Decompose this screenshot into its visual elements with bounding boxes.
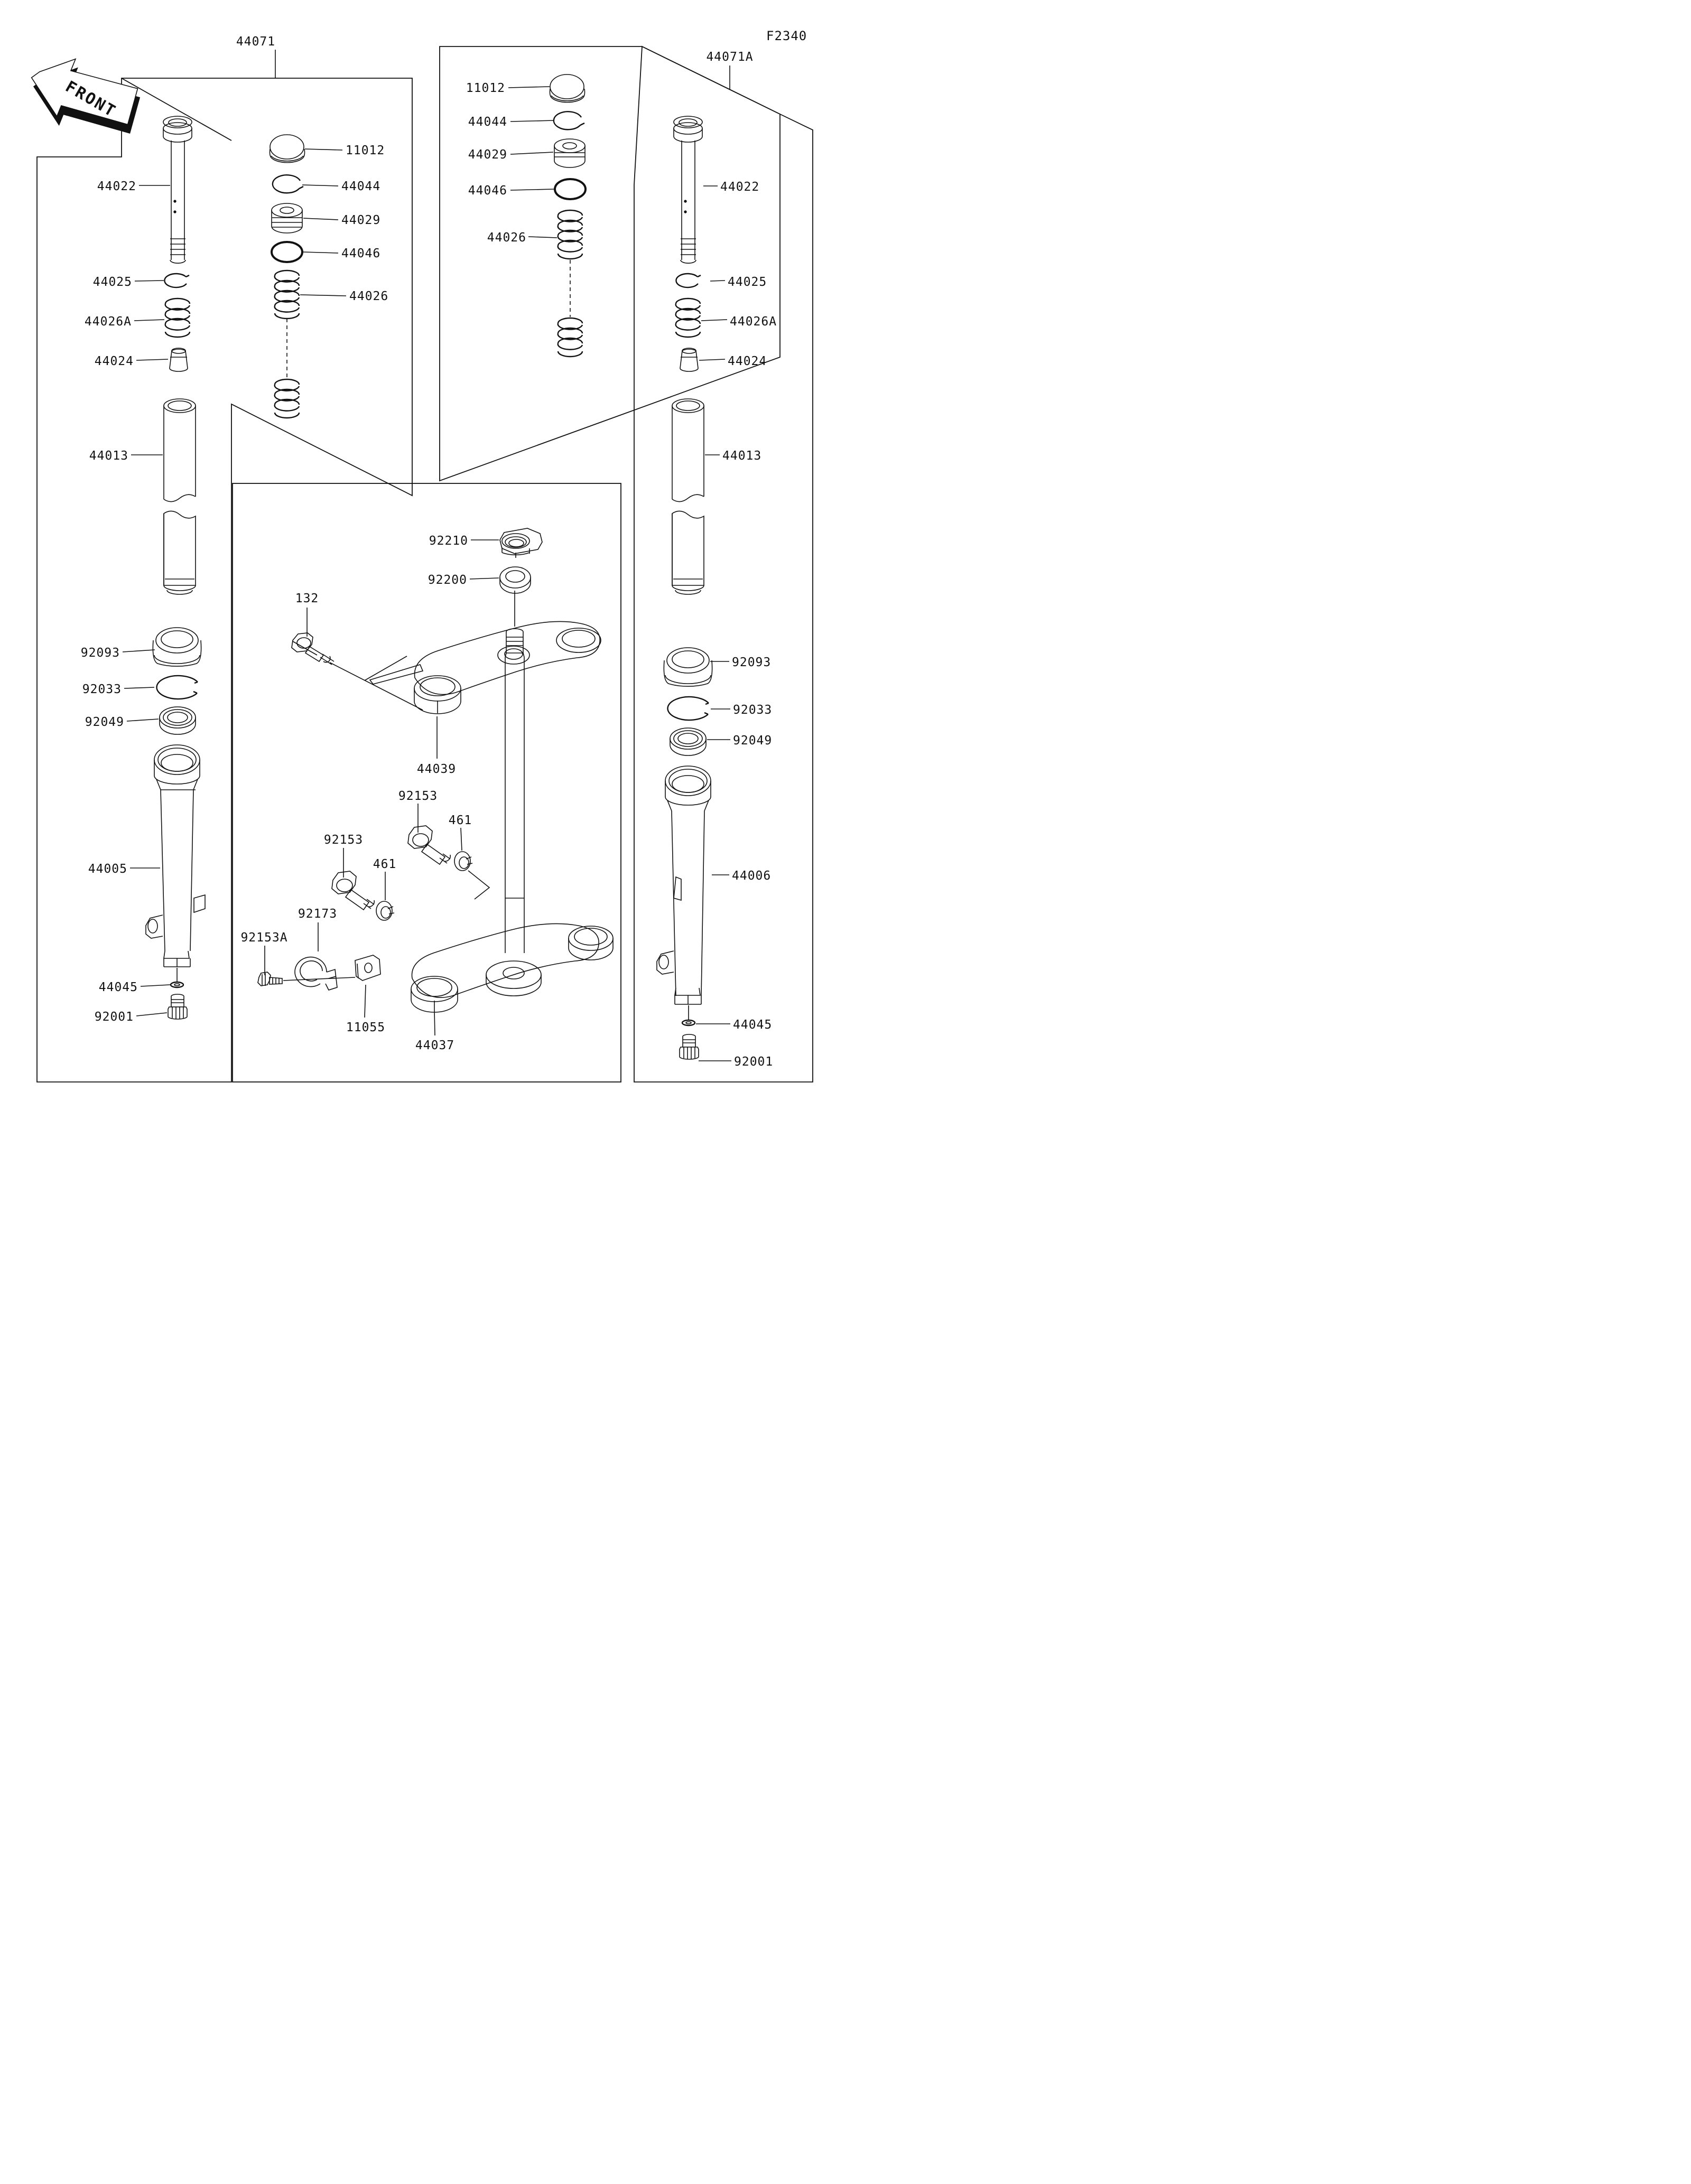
- callout: 92153: [398, 789, 438, 803]
- stem-nut-92210: [500, 528, 542, 558]
- left-cylinder-44013: [164, 399, 196, 594]
- stem-washer-92200: [500, 567, 531, 593]
- left-oil-seal-92049: [160, 707, 196, 734]
- callout: 92001: [94, 1010, 134, 1024]
- front-arrow: [19, 46, 148, 151]
- callout: 44029: [468, 148, 507, 162]
- callout: 92093: [732, 656, 772, 669]
- callout: 132: [295, 592, 319, 605]
- callout: 92210: [429, 534, 468, 548]
- callout: 44022: [720, 180, 760, 194]
- callout: 44044: [341, 180, 381, 193]
- clamp-bolt-92153-lower: [332, 871, 374, 910]
- leader-lines: [123, 50, 731, 1061]
- left-spring-44026A: [165, 298, 190, 337]
- callout: 44025: [728, 275, 767, 289]
- right-drain-bolt-92001: [680, 1034, 699, 1059]
- callout: 92033: [733, 703, 773, 717]
- callout: 92001: [734, 1055, 774, 1069]
- left-gasket-44045: [171, 968, 183, 987]
- callout: 92049: [85, 715, 124, 729]
- callout: 44039: [416, 762, 457, 776]
- callout: 44026: [349, 290, 389, 303]
- callout: 44026A: [84, 315, 132, 329]
- callout: 92153: [323, 833, 364, 847]
- left-inset-spring-44026: [275, 270, 299, 418]
- right-cylinder-44013: [672, 399, 704, 594]
- right-inner-tube-44022: [674, 116, 702, 263]
- left-inset-piston-44029: [272, 203, 302, 233]
- callout: 44045: [98, 981, 138, 994]
- right-bushing-44024: [680, 348, 698, 371]
- callout: 44046: [468, 184, 507, 198]
- page-code: F2340: [766, 29, 807, 43]
- stem-bolt-92153-upper: [408, 826, 450, 864]
- callout: 461: [373, 857, 397, 871]
- right-inset-plug-11012: [550, 74, 585, 102]
- callout: 44026A: [730, 315, 777, 329]
- callout: 44024: [728, 354, 767, 368]
- left-retaining-ring-92033: [156, 676, 198, 699]
- callout: 461: [448, 814, 472, 827]
- callout: 92173: [298, 907, 338, 921]
- callout: 44026: [487, 231, 526, 245]
- bracket-11055: [355, 955, 380, 981]
- right-inset-spring-44026: [558, 210, 582, 357]
- callout: 92049: [733, 734, 773, 748]
- callout: 92093: [80, 646, 120, 660]
- right-circlip-44025: [676, 274, 701, 287]
- callout: 44006: [732, 869, 772, 883]
- callout: 44013: [722, 449, 762, 463]
- left-inner-tube-44022: [163, 116, 192, 263]
- right-inset-oring-44046: [555, 179, 586, 199]
- callout: 44045: [733, 1018, 773, 1032]
- left-box-corner-slant: [122, 78, 231, 141]
- callout: 44005: [88, 862, 127, 876]
- parts-diagram-page: [0, 0, 846, 1092]
- callout: 44029: [341, 213, 381, 227]
- center-box: [233, 483, 621, 1082]
- callout: 44022: [97, 180, 136, 193]
- callout: 44025: [92, 275, 132, 289]
- right-main-box: [634, 46, 813, 1082]
- callout: 92153A: [240, 931, 288, 945]
- front-arrow-label: FRONT: [62, 77, 120, 122]
- fork-parts-diagram: [0, 0, 846, 1092]
- clamp-bolt-132: [292, 633, 334, 665]
- right-dust-cup-92093: [664, 648, 712, 686]
- left-inset-oring-44044: [273, 175, 303, 193]
- upper-triple-clamp-44039: [370, 621, 601, 714]
- lower-triple-clamp-44037: [411, 923, 613, 1012]
- right-inset-piston-44029: [554, 139, 585, 167]
- cable-clamp-92173: [295, 957, 337, 990]
- callout: 44044: [468, 115, 507, 129]
- right-outer-tube-44006: [657, 766, 711, 1004]
- steering-stem-44037-shaft: [505, 591, 524, 953]
- callout: 44046: [341, 247, 381, 260]
- right-oil-seal-92049: [670, 728, 706, 755]
- right-retaining-ring-92033: [667, 697, 709, 720]
- left-drain-bolt-92001: [168, 994, 187, 1019]
- left-main-and-inset-box: [37, 78, 412, 1082]
- group-boxes: [37, 46, 813, 1082]
- left-inset-plug-11012: [270, 135, 305, 163]
- callout: 92200: [428, 573, 467, 587]
- callout: 44071: [236, 35, 276, 49]
- left-circlip-44025: [164, 274, 189, 287]
- left-dust-cup-92093: [153, 628, 201, 666]
- left-outer-tube-44005: [146, 745, 205, 967]
- callout: 44013: [89, 449, 128, 463]
- lock-washer-461-upper: [454, 852, 489, 899]
- right-inset-box: [440, 46, 780, 481]
- clamp-bolt-92153A: [258, 972, 282, 986]
- callout: 44024: [94, 354, 134, 368]
- callout: 11012: [346, 144, 385, 157]
- right-spring-44026A: [676, 298, 700, 337]
- callout: 44037: [415, 1039, 455, 1052]
- callout: 44071A: [706, 50, 754, 64]
- left-inset-oring-44046: [272, 242, 302, 262]
- lock-washer-461-lower: [376, 901, 394, 920]
- right-inset-oring-44044: [554, 111, 584, 129]
- callout: 11012: [466, 81, 505, 95]
- left-bushing-44024: [170, 348, 188, 371]
- callout: 11055: [346, 1021, 386, 1034]
- right-gasket-44045: [682, 1005, 695, 1025]
- callout: 92033: [82, 683, 122, 696]
